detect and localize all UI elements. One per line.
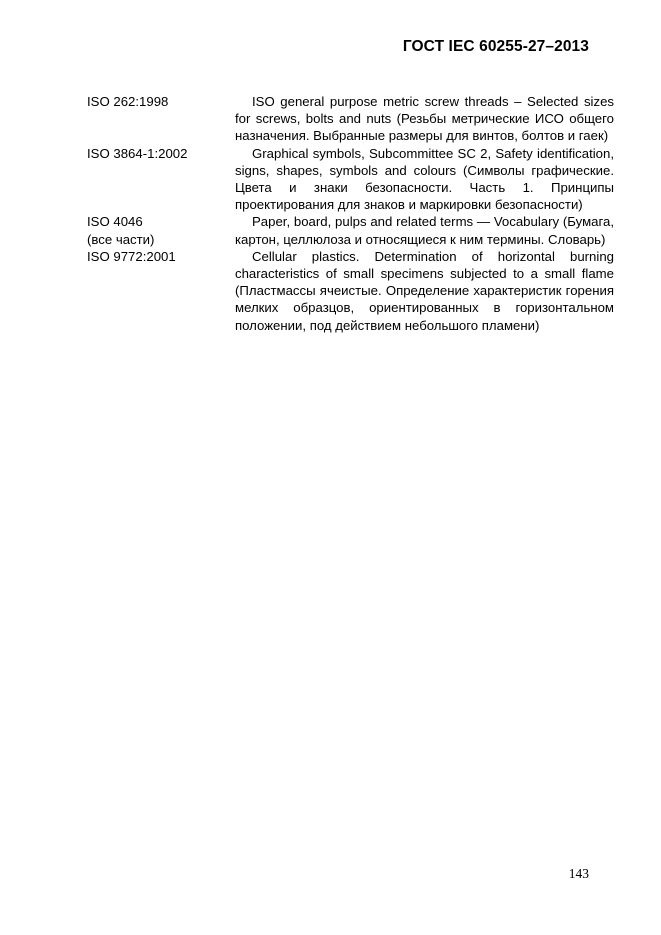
- document-header: ГОСТ IEC 60255-27–2013: [402, 38, 589, 55]
- reference-entry: [87, 145, 614, 214]
- reference-code-cell: [87, 93, 235, 110]
- reference-entry: [87, 248, 614, 334]
- reference-code-note: (все части): [87, 231, 155, 247]
- reference-description: Paper, board, pulps and related terms — Vocabulary (Бумага, картон, целлюлоза и относящиеся к ним термины. Словарь): [235, 214, 614, 247]
- reference-description: Cellular plastics. Determination of horizontal burning characteristics of small specimens subjected to a small flame (Пластмассы ячеистые. Определение характеристик горения мелких образцов, ориентированных в горизонтальном положении, под действием небольшого пламени): [235, 248, 614, 333]
- page-number: 143: [568, 866, 589, 881]
- reference-code: ISO 9772:2001: [87, 248, 176, 264]
- normative-references-list: [87, 93, 614, 334]
- reference-entry: [87, 93, 614, 145]
- reference-code: ISO 3864-1:2002: [87, 145, 188, 161]
- reference-code-cell: [87, 213, 235, 247]
- reference-description: Graphical symbols, Subcommittee SC 2, Safety identification, signs, shapes, symbols and colours (Символы графические. Цвета и знаки безопасности. Часть 1. Принципы проектирования для знаков и маркировки безопасности): [235, 145, 614, 213]
- reference-code: ISO 262:1998: [87, 94, 169, 109]
- reference-code-cell: [87, 248, 235, 265]
- reference-entry: [87, 213, 614, 247]
- reference-code-cell: [87, 145, 235, 162]
- reference-code: ISO 4046: [87, 214, 143, 230]
- reference-description: ISO general purpose metric screw threads – Selected sizes for screws, bolts and nuts (Резьбы метрические ИСО общего назначения. Выбранные размеры для винтов, болтов и гаек): [235, 94, 614, 144]
